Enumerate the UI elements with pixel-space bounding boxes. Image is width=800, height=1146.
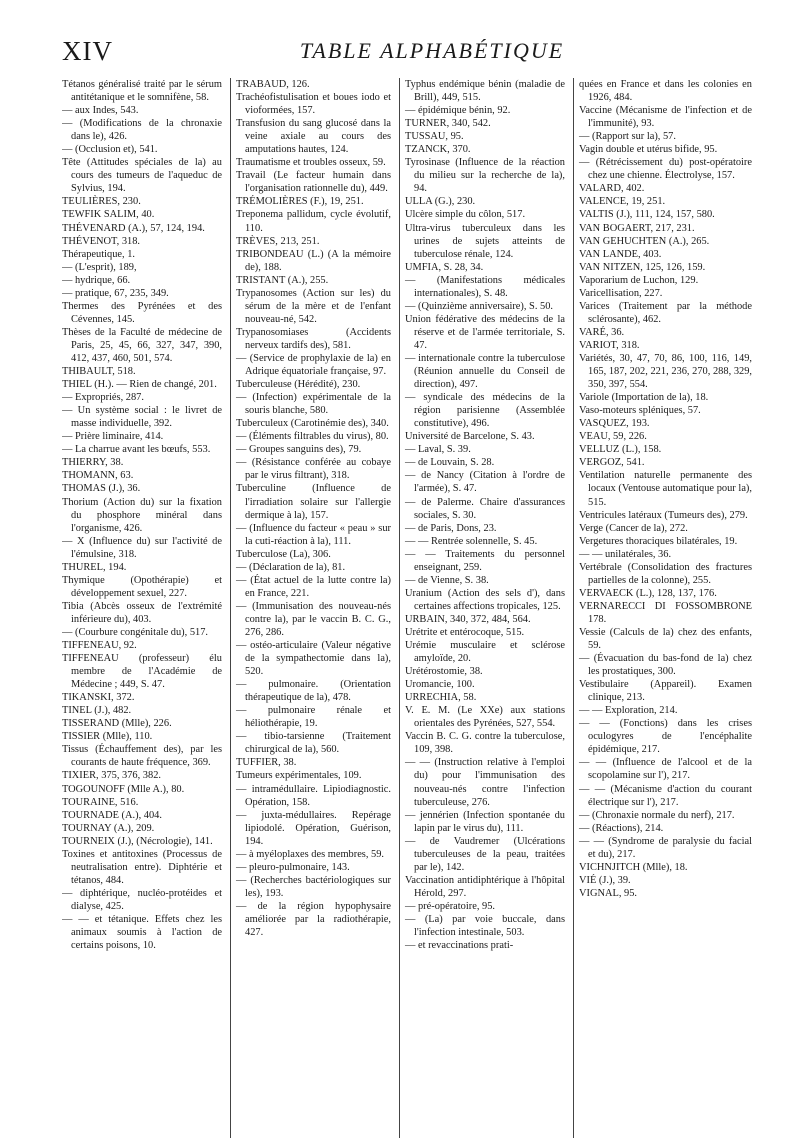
index-entry: Tuberculose (La), 306. (236, 548, 331, 560)
index-entry: Université de Barcelone, S. 43. (405, 431, 535, 443)
index-entry: Tuberculeuse (Hérédité), 230. (236, 379, 361, 391)
index-entry: Vagin double et utérus bifide, 95. (579, 144, 718, 156)
index-entry: — (Rapport sur la), 57. (579, 131, 676, 143)
index-entry: — (Chronaxie normale du nerf), 217. (579, 809, 735, 821)
index-entry: VASQUEZ, 193. (579, 418, 650, 430)
index-entry: — pratique, 67, 235, 349. (62, 287, 169, 299)
index-entry: — (Influence du facteur « peau » sur la cuti-réaction à la), 111. (236, 522, 391, 547)
index-entry: — diphtérique, nucléo-protéides et dialyse, 425. (62, 887, 222, 912)
index-entry: — Expropriés, 287. (62, 392, 144, 404)
index-columns (62, 78, 792, 1138)
index-entry: TEULIÈRES, 230. (62, 196, 141, 208)
index-entry: VERGOZ, 541. (579, 457, 645, 469)
index-entry: Uromancie, 100. (405, 679, 475, 691)
index-entry: TRIBONDEAU (L.) (A la mémoire de), 188. (236, 248, 391, 273)
index-entry: — (Recherches bactériologiques sur les), 193. (236, 874, 391, 899)
index-entry: Urétrite et entérocoque, 515. (405, 626, 525, 638)
index-entry: VAN LANDE, 403. (579, 248, 662, 260)
index-entry: Vessie (Calculs de la) chez des enfants, 59. (579, 626, 752, 652)
index-entry: Vaporarium de Luchon, 129. (579, 274, 699, 286)
index-entry: THIEL (H.). — Rien de changé, 201. (62, 379, 217, 391)
index-entry: — (Déclaration de la), 81. (236, 561, 346, 573)
index-entry: — Un système social : le livret de masse individuelle, 392. (62, 405, 222, 430)
index-entry: VEAU, 59, 226. (579, 431, 647, 443)
index-entry: — (Immunisation des nouveau-nés contre la), par le vaccin B. C. G., 276, 286. (236, 600, 391, 638)
index-column-4 (573, 78, 752, 1138)
index-entry: — — unilatérales, 36. (579, 548, 672, 560)
index-entry: VICHNJITCH (Mlle), 18. (579, 861, 688, 873)
index-entry: — Laval, S. 39. (405, 444, 471, 456)
index-entry: TOURAINE, 516. (62, 796, 139, 808)
index-entry: — (Réactions), 214. (579, 822, 664, 834)
running-title: TABLE ALPHABÉTIQUE (299, 38, 565, 63)
index-entry: — à myéloplaxes des membres, 59. (236, 848, 385, 860)
index-entry: — (Manifestations médicales internationales), S. 48. (405, 274, 565, 299)
index-entry: Vaccin B. C. G. contre la tuberculose, 109, 398. (405, 731, 565, 756)
index-entry: TIXIER, 375, 376, 382. (62, 770, 161, 782)
index-entry: — (Éléments filtrables du virus), 80. (236, 431, 389, 443)
index-entry: — — (Mécanisme d'action du courant électrique sur l'), 217. (579, 783, 752, 808)
index-entry: — de la région hypophysaire améliorée par la radiothérapie, 427. (236, 900, 391, 939)
index-entry: Ventilation naturelle permanente des locaux (Ventouse automatique pour la), 515. (579, 470, 752, 508)
index-entry: TIFFENEAU (professeur) élu membre de l'Académie de Médecine ; 449, S. 47. (62, 653, 222, 691)
index-entry: — (Résistance conférée au cobaye par le virus filtrant), 318. (236, 457, 391, 482)
index-entry: TUSSAU, 95. (405, 131, 464, 143)
index-entry: V. E. M. (Le XXe) aux stations orientales des Pyrénées, 527, 554. (405, 705, 565, 730)
index-entry: — (Occlusion et), 541. (62, 144, 158, 156)
index-entry: THOMAS (J.), 36. (62, 483, 141, 495)
index-entry: Tissus (Échauffement des), par les courants de haute fréquence, 369. (62, 744, 222, 769)
index-entry: — jennérien (Infection spontanée du lapin par le virus du), 111. (405, 809, 565, 834)
index-entry: Tétanos généralisé traité par le sérum antitétanique et le somnifène, 58. (62, 79, 222, 104)
index-entry: Tibia (Abcès osseux de l'extrémité inférieure du), 403. (62, 600, 222, 625)
index-entry: THIERRY, 38. (62, 457, 124, 469)
index-entry: — pleuro-pulmonaire, 143. (236, 861, 350, 873)
index-entry: Thèses de la Faculté de médecine de Paris, 25, 45, 66, 327, 347, 390, 412, 437, 460, 501, 574. (62, 326, 222, 364)
index-entry: Union fédérative des médecins de la réserve et de l'armée territoriale, S. 47. (405, 313, 565, 351)
index-entry: VELLUZ (L.), 158. (579, 444, 662, 456)
index-entry: VARIOT, 318. (579, 339, 640, 351)
index-entry: — (L'esprit), 189, (62, 261, 137, 273)
index-entry: — Prière liminaire, 414. (62, 431, 164, 443)
index-entry: Typhus endémique bénin (maladie de Brill), 449, 515. (405, 79, 565, 104)
index-entry: TRÈVES, 213, 251. (236, 235, 320, 247)
index-entry: TUFFIER, 38. (236, 757, 297, 769)
index-entry: Treponema pallidum, cycle évolutif, 110. (236, 209, 391, 234)
index-entry: — — (Syndrome de paralysie du facial et du), 217. (579, 835, 752, 860)
index-entry: VALARD, 402. (579, 183, 645, 195)
index-entry: Variétés, 30, 47, 70, 86, 100, 116, 149, 165, 187, 202, 221, 236, 270, 288, 329, 350, 397, 554. (579, 352, 752, 391)
index-entry: — juxta-médullaires. Repérage lipiodolé. Opération, Guérison, 194. (236, 809, 391, 847)
index-entry: — Groupes sanguins des), 79. (236, 444, 362, 456)
index-entry: Verge (Cancer de la), 272. (579, 522, 688, 534)
index-entry: VERNARECCI DI FOSSOMBRONE 178. (579, 600, 752, 625)
index-entry: — hydrique, 66. (62, 274, 131, 286)
index-entry: Vaccine (Mécanisme de l'infection et de l'immunité), 93. (579, 105, 752, 130)
index-entry: Tuberculeux (Carotinémie des), 340. (236, 418, 389, 430)
index-entry: Thymique (Opothérapie) et développement sexuel, 227. (62, 574, 222, 599)
index-entry: — — (Fonctions) dans les crises oculogyres de l'encéphalite épidémique, 217. (579, 718, 752, 756)
index-entry: TZANCK, 370. (405, 144, 471, 156)
index-entry: VALTIS (J.), 111, 124, 157, 580. (579, 209, 715, 221)
index-entry: Vertébrale (Consolidation des fractures partielles de la colonne), 255. (579, 561, 752, 586)
index-entry: Vestibulaire (Appareil). Examen clinique, 213. (579, 679, 752, 704)
index-entry: TURNER, 340, 542. (405, 118, 491, 130)
page-header (62, 36, 762, 76)
index-entry: Trypanosomes (Action sur les) du sérum de la mère et de l'enfant nouveau-né, 542. (236, 287, 391, 325)
index-entry: TRÉMOLIÈRES (F.), 19, 251. (236, 196, 364, 208)
index-entry: Urémie musculaire et sclérose amyloïde, 20. (405, 640, 565, 665)
index-entry: ULLA (G.), 230. (405, 196, 476, 208)
index-entry: Trypanosomiases (Accidents nerveux tardifs des), 581. (236, 326, 391, 351)
index-column-3 (399, 78, 565, 1138)
index-entry: — (Rétrécissement du) post-opératoire chez une chienne. Électrolyse, 157. (579, 157, 752, 182)
index-column-1 (62, 78, 222, 1138)
index-entry: — (Infection) expérimentale de la souris blanche, 580. (236, 392, 391, 417)
index-entry: — de Vaudremer (Ulcérations tuberculeuses de la peau, traitées par le), 142. (405, 835, 565, 873)
index-entry: — La charrue avant les bœufs, 553. (62, 444, 211, 456)
index-entry: — — Exploration, 214. (579, 705, 678, 717)
index-entry: Variole (Importation de la), 18. (579, 392, 709, 404)
index-entry: TEWFIK SALIM, 40. (62, 209, 155, 221)
index-entry: VAN BOGAERT, 217, 231. (579, 222, 695, 234)
index-entry: — ostéo-articulaire (Valeur négative de la sympathectomie dans la), 520. (236, 640, 391, 678)
index-entry: THUREL, 194. (62, 561, 127, 573)
index-entry: — — et tétanique. Effets chez les animaux soumis à l'action de certains poisons, 10. (62, 914, 222, 952)
index-entry: Ultra-virus tuberculeux dans les urines de sujets atteints de tuberculose rénale, 124. (405, 222, 565, 260)
index-entry: URBAIN, 340, 372, 484, 564. (405, 613, 531, 625)
index-entry: TINEL (J.), 482. (62, 705, 132, 717)
index-entry: Traumatisme et troubles osseux, 59. (236, 157, 386, 169)
index-entry: — de Louvain, S. 28. (405, 457, 495, 469)
index-entry: Vaso-moteurs spléniques, 57. (579, 405, 701, 417)
index-entry: — de Palerme. Chaire d'assurances sociales, S. 30. (405, 496, 565, 521)
index-column-2 (230, 78, 391, 1138)
index-entry: TRISTANT (A.), 255. (236, 274, 329, 286)
index-entry: — de Vienne, S. 38. (405, 574, 489, 586)
index-entry: — tibio-tarsienne (Traitement chirurgical de la), 560. (236, 731, 391, 756)
index-entry: UMFIA, S. 28, 34. (405, 261, 484, 273)
index-entry: THIBAULT, 518. (62, 366, 136, 378)
index-entry: VALENCE, 19, 251. (579, 196, 666, 208)
index-entry: THÉVENARD (A.), 57, 124, 194. (62, 222, 205, 234)
index-entry: — pré-opératoire, 95. (405, 900, 496, 912)
index-entry: VERVAECK (L.), 128, 137, 176. (579, 587, 717, 599)
index-entry: Varicellisation, 227. (579, 287, 663, 299)
index-entry: — (État actuel de la lutte contre la) en France, 221. (236, 574, 391, 599)
index-entry: Travail (Le facteur humain dans l'organisation rationnelle du), 449. (236, 170, 391, 195)
index-entry: — syndicale des médecins de la région parisienne (Assemblée constitutive), 496. (405, 392, 565, 430)
index-entry: Tuberculine (Influence de l'irradiation solaire sur l'allergie dermique à la), 157. (236, 483, 391, 521)
index-entry: TOURNEIX (J.), (Nécrologie), 141. (62, 835, 213, 847)
index-entry: — X (Influence du) sur l'activité de l'émulsine, 318. (62, 535, 222, 560)
index-entry: — aux Indes, 543. (62, 105, 139, 117)
index-entry: TIKANSKI, 372. (62, 692, 135, 704)
index-entry: quées en France et dans les colonies en 1926, 484. (579, 79, 752, 104)
index-entry: TIFFENEAU, 92. (62, 640, 137, 652)
index-entry: — — Traitements du personnel enseignant, 259. (405, 548, 565, 573)
index-entry: — et revaccinations prati- (405, 940, 514, 952)
index-entry: TRABAUD, 126. (236, 79, 310, 90)
index-entry: VAN GEHUCHTEN (A.), 265. (579, 235, 710, 247)
index-entry: VIGNAL, 95. (579, 887, 638, 899)
index-entry: Thorium (Action du) sur la fixation du phosphore minéral dans l'organisme, 426. (62, 496, 222, 534)
index-entry: Vaccination antidiphtérique à l'hôpital Hérold, 297. (405, 874, 565, 899)
index-entry: TOGOUNOFF (Mlle A.), 80. (62, 783, 185, 795)
index-entry: — (Évacuation du bas-fond de la) chez les prostatiques, 300. (579, 653, 752, 678)
index-entry: — (Quinzième anniversaire), S. 50. (405, 300, 554, 312)
index-entry: TOURNADE (A.), 404. (62, 809, 162, 821)
index-entry: — — Rentrée solennelle, S. 45. (405, 535, 538, 547)
index-entry: THOMANN, 63. (62, 470, 134, 482)
index-entry: TISSIER (Mlle), 110. (62, 731, 153, 743)
index-entry: VIÉ (J.), 39. (579, 874, 631, 886)
index-entry: — intramédullaire. Lipiodiagnostic. Opération, 158. (236, 783, 391, 808)
page-number: XIV (62, 36, 113, 66)
index-entry: Trachéofistulisation et boues iodo et vioformées, 157. (236, 92, 391, 117)
index-entry: — de Paris, Dons, 23. (405, 522, 497, 534)
index-entry: Ventricules latéraux (Tumeurs des), 279. (579, 509, 748, 521)
index-entry: — (Modifications de la chronaxie dans le), 426. (62, 118, 222, 143)
index-entry: TOURNAY (A.), 209. (62, 822, 155, 834)
index-entry: Ulcère simple du côlon, 517. (405, 209, 526, 221)
index-entry: THÉVENOT, 318. (62, 235, 141, 247)
index-entry: — pulmonaire. (Orientation thérapeutique de la), 478. (236, 679, 391, 704)
index-entry: Thérapeutique, 1. (62, 248, 135, 260)
index-entry: — pulmonaire rénale et héliothérapie, 19. (236, 705, 391, 730)
index-entry: TISSERAND (Mlle), 226. (62, 718, 172, 730)
index-entry: Urétérostomie, 38. (405, 666, 483, 678)
index-entry: VAN NITZEN, 125, 126, 159. (579, 261, 706, 273)
index-entry: — épidémique bénin, 92. (405, 105, 511, 117)
index-entry: Varices (Traitement par la méthode sclérosante), 462. (579, 300, 752, 325)
index-entry: — — (Influence de l'alcool et de la scopolamine sur l'), 217. (579, 757, 752, 782)
index-entry: — (Courbure congénitale du), 517. (62, 626, 209, 638)
index-entry: Tête (Attitudes spéciales de la) au cours des tumeurs de l'aqueduc de Sylvius, 194. (62, 157, 222, 195)
index-entry: Tumeurs expérimentales, 109. (236, 770, 362, 782)
index-entry: Uranium (Action des sels d'), dans certaines affections tropicales, 125. (405, 587, 565, 612)
index-entry: — de Nancy (Citation à l'ordre de l'armée), S. 47. (405, 470, 565, 495)
index-entry: — (Service de prophylaxie de la) en Adrique équatoriale française, 97. (236, 352, 391, 378)
index-entry: Tyrosinase (Influence de la réaction du milieu sur la recherche de la), 94. (405, 157, 565, 195)
index-entry: Transfusion du sang glucosé dans la veine axiale au cours des amputations hautes, 124. (236, 118, 391, 156)
index-entry: — internationale contre la tuberculose (Réunion annuelle du Conseil de direction), 497. (405, 352, 565, 391)
index-entry: Vergetures thoraciques bilatérales, 19. (579, 535, 738, 547)
index-entry: VARÉ, 36. (579, 326, 625, 338)
index-entry: URRECHIA, 58. (405, 692, 477, 704)
index-entry: Toxines et antitoxines (Processus de neutralisation entre). Diphtérie et tétanos, 484. (62, 848, 222, 886)
index-entry: — — (Instruction relative à l'emploi du) pour l'immunisation des nouveau-nés contre l'infection tuberculeuse, 276. (405, 757, 565, 808)
index-entry: Thermes des Pyrénées et des Cévennes, 145. (62, 300, 222, 325)
index-entry: — (La) par voie buccale, dans l'infection intestinale, 503. (405, 914, 565, 939)
